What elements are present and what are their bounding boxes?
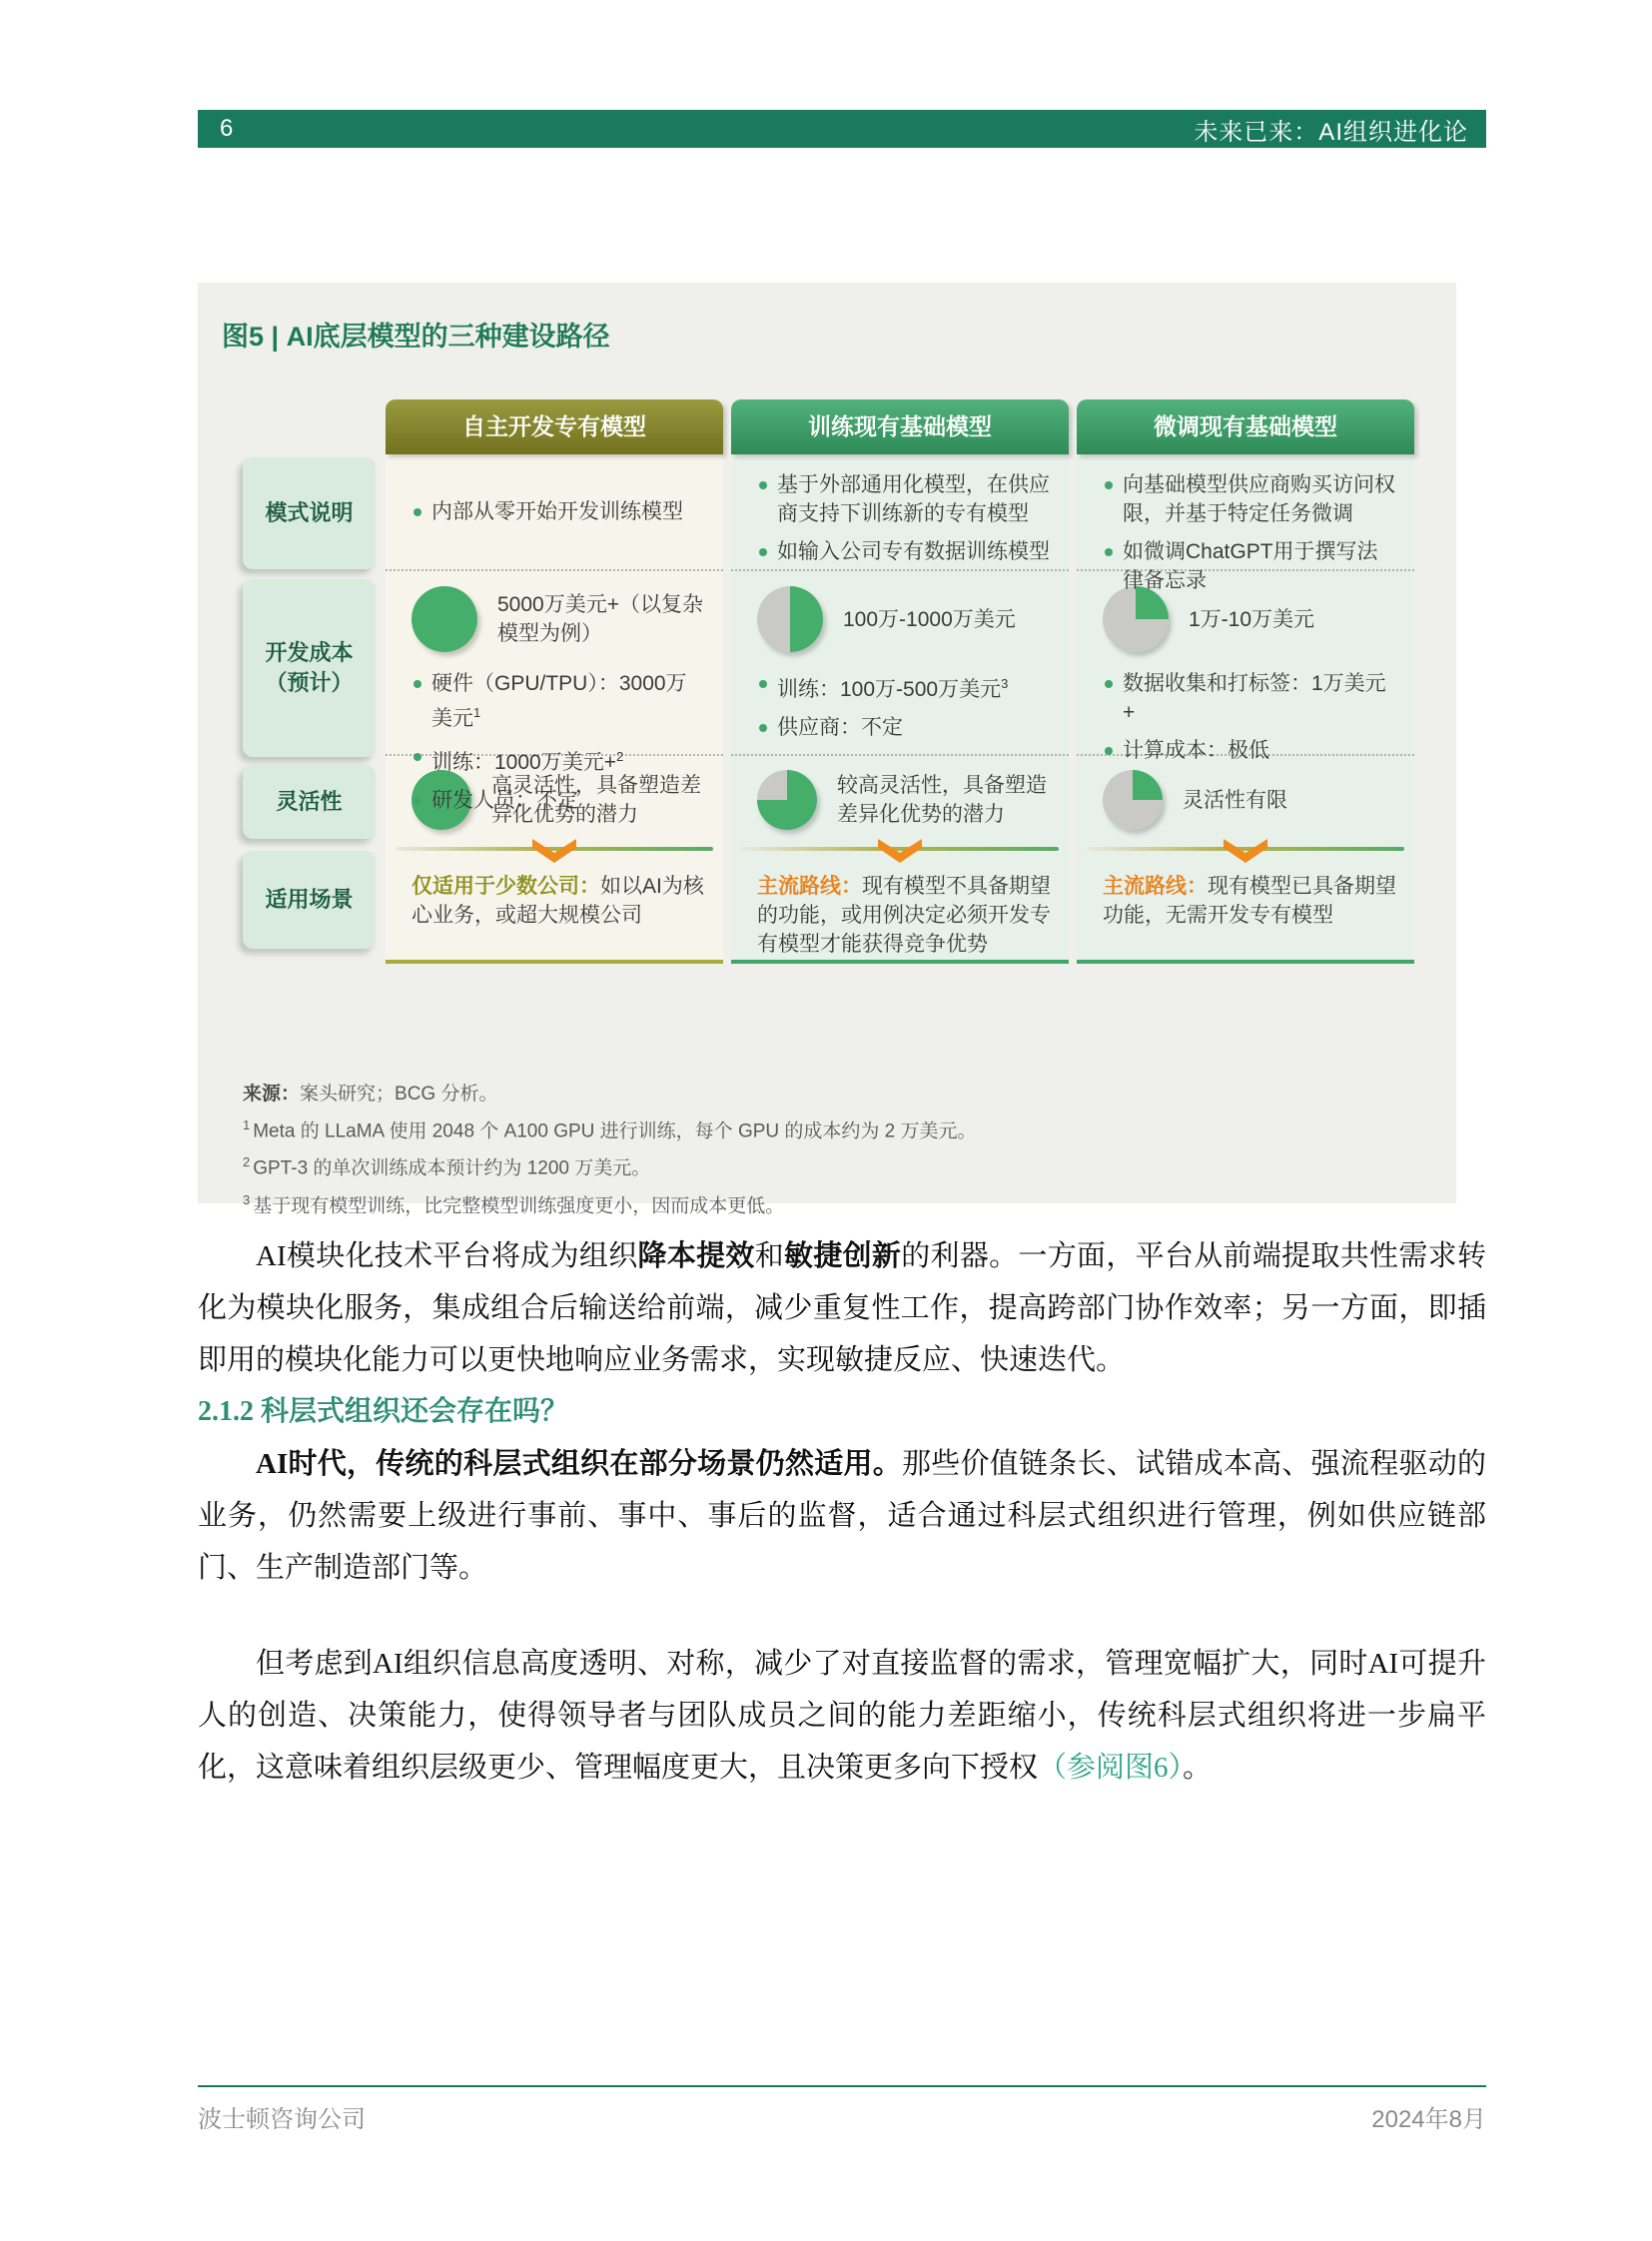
paragraph-text: 。 <box>1183 1752 1213 1784</box>
chevron-divider <box>386 838 723 860</box>
footnote-marker: 3 <box>243 1191 251 1207</box>
cost-pie-chart <box>412 586 477 652</box>
bullet-text: 硬件（GPU/TPU）：3000万美元 <box>431 672 687 730</box>
comparison-table <box>243 399 1414 964</box>
paragraph-text: AI模块化技术平台将成为组织 <box>256 1240 638 1272</box>
chevron-divider <box>1077 838 1414 860</box>
scenario-text: 现有模型不具备期望的功能，或用例决定必须开发专有模型才能获得竞争优势 <box>757 875 1051 956</box>
cost-headline: 100万-1000万美元 <box>843 607 1016 631</box>
footnote <box>243 1184 977 1221</box>
footnote-text: Meta 的 LLaMA 使用 2048 个 A100 GPU 进行训练，每个 GPU 的成本约为 2 万美元。 <box>253 1120 977 1142</box>
figure-title: 图5 | AI底层模型的三种建设路径 <box>222 322 610 352</box>
footnote <box>243 1110 977 1146</box>
flexibility-pie-chart <box>757 770 817 830</box>
column-header: 微调现有基础模型 <box>1077 399 1414 454</box>
bullet-item: 基于外部通用化模型，在供应商支持下训练新的专有模型 <box>757 470 1051 528</box>
footnote-marker: 2 <box>243 1154 251 1170</box>
scenario-lead: 仅适用于少数公司： <box>412 875 600 898</box>
bullet-item: 内部从零开始开发训练模型 <box>412 497 683 526</box>
column-header: 训练现有基础模型 <box>731 399 1069 454</box>
row-label-column <box>243 399 378 964</box>
row-label-subtext: （预计） <box>265 670 354 695</box>
footnote-marker: 3 <box>1001 676 1009 691</box>
scenario-lead: 主流路线： <box>757 875 862 898</box>
bullet-item <box>1103 736 1396 765</box>
scenario-lead: 主流路线： <box>1103 875 1208 898</box>
paragraph-text: 那些价值链条长、试错成本高、强流程驱动的业务，仍然需要上级进行事前、事中、事后的监督，适合通过科层式组织进行管理，例如供应链部门、生产制造部门等。 <box>198 1448 1486 1584</box>
paragraph-1 <box>198 1230 1486 1386</box>
chevron-down-icon <box>531 838 577 864</box>
footer-company: 波士顿咨询公司 <box>198 2106 366 2133</box>
body-text <box>198 1230 1486 1794</box>
source-label: 来源： <box>243 1084 301 1105</box>
column-body <box>386 454 723 960</box>
bullet-item <box>412 786 705 815</box>
scenario-text: 如以AI为核心业务，或超大规模公司 <box>412 875 704 927</box>
column-header: 自主开发专有模型 <box>386 399 723 454</box>
bullet-item <box>412 669 705 733</box>
source-line <box>243 1079 977 1110</box>
figure-notes <box>243 1079 977 1221</box>
row-label-flexibility <box>243 765 376 839</box>
scenario-text: 现有模型已具备期望功能，无需开发专有模型 <box>1103 875 1396 927</box>
row-label-mode <box>243 457 376 569</box>
column-body <box>1077 454 1414 960</box>
chevron-down-icon <box>877 838 923 864</box>
column-body <box>731 454 1069 960</box>
chevron-divider <box>731 838 1069 860</box>
row-label-spacer <box>243 399 378 457</box>
scenario-cell <box>386 860 723 960</box>
cost-pie-chart <box>757 586 823 652</box>
bullet-item <box>1103 669 1396 727</box>
table-column-self-develop <box>386 399 723 964</box>
chevron-down-icon <box>1223 838 1268 864</box>
footnote <box>243 1146 977 1183</box>
footnote-text: GPT-3 的单次训练成本预计约为 1200 万美元。 <box>253 1157 651 1179</box>
footnote-marker: 1 <box>473 705 481 720</box>
table-column-train-existing <box>731 399 1069 964</box>
bullet-item <box>757 713 1051 742</box>
section-heading-212: 2.1.2 科层式组织还会存在吗？ <box>198 1396 569 1427</box>
row-label-text: 模式说明 <box>265 500 354 525</box>
mode-cell <box>1077 454 1414 592</box>
row-label-text: 适用场景 <box>265 887 354 912</box>
page-footer <box>198 2085 1486 2134</box>
figure-5-box <box>198 283 1456 1216</box>
row-label-cost <box>243 579 376 757</box>
flexibility-cell <box>1077 756 1414 838</box>
paragraph-bold-text: 敏捷创新 <box>784 1240 902 1272</box>
footnote-marker: 2 <box>615 749 624 764</box>
flexibility-cell <box>731 756 1069 838</box>
cost-headline: 1万-10万美元 <box>1189 607 1315 631</box>
footnote-text: 基于现有模型训练，比完整模型训练强度更小，因而成本更低。 <box>253 1194 785 1216</box>
cost-pie-chart <box>1103 586 1169 652</box>
bullet-text: 训练：1000万美元+ <box>431 751 616 774</box>
table-column-finetune-existing <box>1077 399 1414 964</box>
flexibility-text: 高灵活性，具备塑造差异化优势的潜力 <box>491 774 701 826</box>
bullet-text: 训练：100万-500万美元 <box>777 678 1002 701</box>
footnote-marker: 1 <box>243 1118 251 1132</box>
column-footer-bar <box>731 960 1069 964</box>
bullet-item <box>757 669 1051 704</box>
row-label-text: 灵活性 <box>276 789 343 814</box>
cost-headline: 5000万美元+（以复杂模型为例） <box>497 593 703 645</box>
column-footer-bar <box>386 960 723 964</box>
paragraph-bold-text: AI时代，传统的科层式组织在部分场景仍然适用。 <box>256 1448 902 1480</box>
flexibility-pie-chart <box>1103 770 1163 830</box>
paragraph-text: 但考虑到AI组织信息高度透明、对称，减少了对直接监督的需求，管理宽幅扩大，同时AI可提升人的创造、决策能力，使得领导者与团队成员之间的能力差距缩小，传统科层式组织将进一步扁平化，这意味着组织层级更少、管理幅度更大，且决策更多向下授权 <box>198 1648 1486 1784</box>
bullet-item: 如输入公司专有数据训练模型 <box>757 537 1051 566</box>
mode-cell <box>386 454 723 571</box>
source-text: 案头研究；BCG 分析。 <box>300 1084 498 1105</box>
scenario-cell <box>731 860 1069 960</box>
figure-6-reference: （参阅图6） <box>1038 1752 1184 1784</box>
flexibility-text: 较高灵活性，具备塑造差异化优势的潜力 <box>837 774 1047 826</box>
flexibility-text: 灵活性有限 <box>1183 788 1287 812</box>
paragraph-text: 和 <box>754 1240 785 1272</box>
scenario-cell <box>1077 860 1414 960</box>
cost-cell <box>1077 571 1414 762</box>
bullet-text: 研发人员：不定 <box>431 789 578 812</box>
document-title: 未来已来：AI组织进化论 <box>1194 118 1468 146</box>
paragraph-3 <box>198 1638 1486 1794</box>
paragraph-bold-text: 降本提效 <box>637 1240 755 1272</box>
page-number: 6 <box>220 115 234 142</box>
bullet-item: 如微调ChatGPT用于撰写法律备忘录 <box>1103 537 1396 595</box>
row-label-text: 开发成本 <box>265 640 354 665</box>
bullet-item: 向基础模型供应商购买访问权限，并基于特定任务微调 <box>1103 470 1396 528</box>
bullet-text: 供应商：不定 <box>777 716 903 739</box>
paragraph-text: 的利器。一方面，平台从前端提取共性需求转化为模块化服务，集成组合后输送给前端，减少重复性工作，提高跨部门协作效率；另一方面，即插即用的模块化能力可以更快地响应业务需求，实现敏捷反应、快速迭代。 <box>198 1240 1486 1376</box>
bullet-text: 数据收集和打标签：1万美元+ <box>1123 672 1386 724</box>
mode-cell <box>731 454 1069 571</box>
paragraph-2 <box>198 1438 1486 1594</box>
page-header-bar <box>198 110 1486 148</box>
bullet-text: 计算成本：极低 <box>1123 739 1269 762</box>
column-footer-bar <box>1077 960 1414 964</box>
footer-date: 2024年8月 <box>1371 2106 1486 2133</box>
cost-cell <box>731 571 1069 756</box>
bullet-item <box>412 742 705 777</box>
row-label-scenario <box>243 851 376 949</box>
